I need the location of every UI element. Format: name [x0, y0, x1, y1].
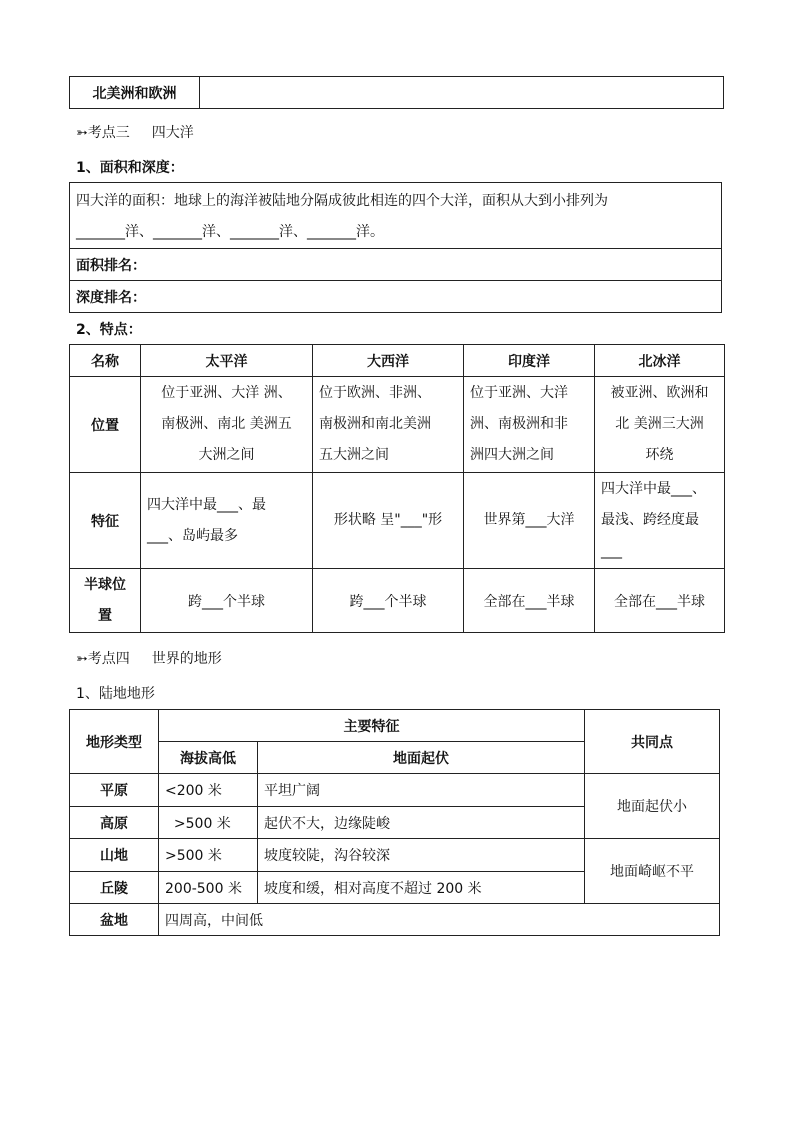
landform-basin-desc: 四周高，中间低 — [159, 904, 720, 936]
top-row-label: 北美洲和欧洲 — [70, 77, 200, 109]
landform-type-basin: 盆地 — [70, 904, 159, 936]
landform-header-relief: 地面起伏 — [258, 742, 585, 774]
pacific-feature-line: ___、岛屿最多 — [147, 527, 238, 544]
landform-header-common: 共同点 — [585, 710, 720, 774]
landform-header-main: 主要特征 — [159, 710, 585, 742]
landforms-table — [69, 709, 720, 936]
area-line1: 四大洋的面积：地球上的海洋被陆地分隔成彼此相连的四个大洋，面积从大到小排列为 — [76, 192, 608, 209]
arctic-location-line: 被亚洲、欧洲和 — [610, 385, 709, 401]
indian-location-line: 洲四大洲之间 — [470, 447, 554, 463]
landform-relief: 坡度较陡，沟谷较深 — [258, 839, 585, 872]
pacific-location-line: 大洲之间 — [198, 447, 255, 463]
depth-rank-cell: 深度排名： — [70, 281, 722, 313]
atlantic-location-line: 五大洲之间 — [319, 447, 389, 463]
oceans-header-atlantic: 大西洋 — [313, 345, 464, 377]
pacific-location-line: 位于亚洲、大洋 洲、 — [161, 385, 292, 401]
arctic-location-line: 环绕 — [645, 447, 674, 463]
arctic-location — [595, 377, 725, 473]
oceans-header-indian: 印度洋 — [464, 345, 595, 377]
atlantic-feature-line: 形状略 呈"___"形 — [333, 512, 443, 528]
section3-marker: ➳考点三 — [76, 125, 130, 141]
landform-header-altitude: 海拔高低 — [159, 742, 258, 774]
pacific-hemisphere: 跨___个半球 — [141, 569, 313, 633]
section3-heading — [76, 122, 194, 142]
landform-altitude: 200-500 米 — [159, 872, 258, 904]
arctic-feature-line: 四大洋中最___、 — [601, 481, 706, 497]
landform-altitude: <200 米 — [159, 774, 258, 807]
atlantic-location-line: 南极洲和南北美洲 — [319, 416, 431, 432]
landform-relief: 坡度和缓，相对高度不超过 200 米 — [258, 872, 585, 904]
section4-heading — [76, 648, 222, 668]
oceans-header-arctic: 北冰洋 — [595, 345, 725, 377]
arctic-hemisphere: 全部在___半球 — [595, 569, 725, 633]
section4-sub1: 1、陆地地形 — [76, 686, 155, 702]
arctic-location-line: 北 美洲三大洲 — [615, 416, 704, 432]
hemisphere-label-line: 置 — [98, 607, 112, 624]
landform-altitude: >500 米 — [159, 839, 258, 872]
section3-sub2: 2、特点： — [76, 322, 142, 338]
arctic-feature — [595, 473, 725, 569]
arctic-feature-line: ___ — [601, 543, 622, 559]
area-depth-table — [69, 182, 722, 313]
atlantic-hemisphere: 跨___个半球 — [313, 569, 464, 633]
indian-location-line: 位于亚洲、大洋 — [470, 385, 568, 401]
landform-type: 山地 — [70, 839, 159, 872]
area-rank-cell: 面积排名： — [70, 249, 722, 281]
oceans-table — [69, 344, 725, 633]
landform-header-type: 地形类型 — [70, 710, 159, 774]
area-description-cell — [70, 183, 722, 249]
indian-feature — [464, 473, 595, 569]
landform-type: 平原 — [70, 774, 159, 807]
area-line2: _______洋、_______洋、_______洋、_______洋。 — [76, 223, 384, 240]
top-row-table — [69, 76, 724, 109]
landform-type: 丘陵 — [70, 872, 159, 904]
indian-location — [464, 377, 595, 473]
atlantic-feature — [313, 473, 464, 569]
landform-common-rugged: 地面崎岖不平 — [585, 839, 720, 904]
atlantic-location — [313, 377, 464, 473]
landform-type: 高原 — [70, 807, 159, 839]
pacific-feature-line: 四大洋中最___、最 — [147, 496, 266, 513]
oceans-header-name: 名称 — [70, 345, 141, 377]
landform-relief: 平坦广阔 — [258, 774, 585, 807]
section3-title: 四大洋 — [151, 125, 194, 141]
section4-title: 世界的地形 — [151, 651, 222, 667]
section4-marker: ➳考点四 — [76, 651, 130, 667]
arctic-feature-line: 最浅、跨经度最 — [601, 512, 699, 528]
hemisphere-label-line: 半球位 — [84, 576, 126, 593]
section3-sub1: 1、面积和深度： — [76, 160, 184, 176]
indian-feature-line: 世界第___大洋 — [483, 512, 575, 528]
atlantic-location-line: 位于欧洲、非洲、 — [319, 385, 431, 401]
pacific-location — [141, 377, 313, 473]
row-label-feature: 特征 — [70, 473, 141, 569]
landform-altitude: >500 米 — [159, 807, 258, 839]
landform-relief: 起伏不大，边缘陡峻 — [258, 807, 585, 839]
top-row-empty-cell — [200, 77, 724, 109]
oceans-header-pacific: 太平洋 — [141, 345, 313, 377]
indian-hemisphere: 全部在___半球 — [464, 569, 595, 633]
pacific-location-line: 南极洲、南北 美洲五 — [161, 416, 292, 432]
row-label-location: 位置 — [70, 377, 141, 473]
indian-location-line: 洲、南极洲和非 — [470, 416, 568, 432]
row-label-hemisphere — [70, 569, 141, 633]
landform-common-flat: 地面起伏小 — [585, 774, 720, 839]
pacific-feature — [141, 473, 313, 569]
